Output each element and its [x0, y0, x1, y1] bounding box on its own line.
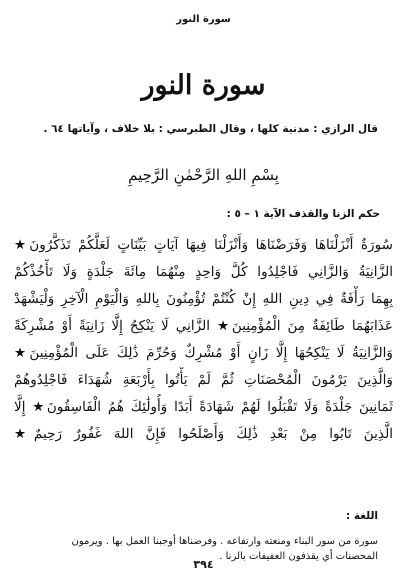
verse-block: [14, 232, 393, 448]
verse-line: وَالَّذِينَ يَرْمُونَ الْمُحْصَنَاتِ ثُمَّ لَمْ يَأْتُوا بِأَرْبَعَةِ شُهَدَاءَ فَاجْلِدُوهُمْ: [14, 372, 393, 388]
surah-intro: قال الرازي : مدنية كلها ، وقال الطبرسي : بلا خلاف ، وآياتها ٦٤ .: [43, 123, 378, 135]
page-number: ٣٩٤: [193, 558, 214, 571]
verse-line: وَالزَّانِيَةُ لَا يَنْكِحُهَا إِلَّا زَانٍ أَوْ مُشْرِكٌ وَحُرِّمَ ذَٰلِكَ عَلَى الْمُؤْمِنِينَ★: [14, 345, 393, 361]
surah-title: سورة النور: [141, 70, 266, 101]
verse-line: الَّذِينَ تَابُوا مِنْ بَعْدِ ذَٰلِكَ وَأَصْلَحُوا فَإِنَّ اللهَ غَفُورٌ رَحِيمٌ★: [14, 426, 393, 442]
verse-line: الزَّانِيَةُ وَالزَّانِي فَاجْلِدُوا كُلَّ وَاحِدٍ مِنْهُمَا مِائَةَ جَلْدَةٍ وَلَا تَأْخُذْكُمْ: [14, 264, 393, 280]
verse-line: ثَمَانِينَ جَلْدَةً وَلَا تَقْبَلُوا لَهُمْ شَهَادَةً أَبَدًا وَأُولَٰئِكَ هُمُ الْفَاسِقُونَ★ إِلَّا: [14, 399, 393, 415]
vocabulary-heading: اللغة :: [346, 510, 378, 522]
verse-line: بِهِمَا رَأْفَةٌ فِي دِينِ اللهِ إِنْ كُنْتُمْ تُؤْمِنُونَ بِاللهِ وَالْيَوْمِ الْآخِرِ وَلْيَشْهَدْ: [14, 291, 393, 307]
section-title: حكم الزنا والقذف الآية ١ – ٥ :: [226, 208, 380, 220]
vocabulary-line: سورة من سور البناء ومنعته وارتفاعه . وفرضناها أوجبنا العمل بها . ويرمون: [71, 536, 378, 547]
vocabulary-line: المحصنات أي يقذفون العفيفات بالزنا .: [219, 551, 378, 562]
basmala: بِسْمِ اللهِ الرَّحْمٰنِ الرَّحِيمِ: [128, 166, 279, 184]
verse-line: سُورَةٌ أَنْزَلْنَاهَا وَفَرَضْنَاهَا وَأَنْزَلْنَا فِيهَا آيَاتٍ بَيِّنَاتٍ لَعَلَّكُمْ تَذَكَّرُونَ★: [14, 237, 393, 253]
running-header: سورة النور: [176, 14, 231, 25]
verse-line: عَذَابَهُمَا طَائِفَةٌ مِنَ الْمُؤْمِنِينَ★ الزَّانِي لَا يَنْكِحُ إِلَّا زَانِيَةً أَوْ مُشْرِكَةً: [14, 318, 393, 334]
